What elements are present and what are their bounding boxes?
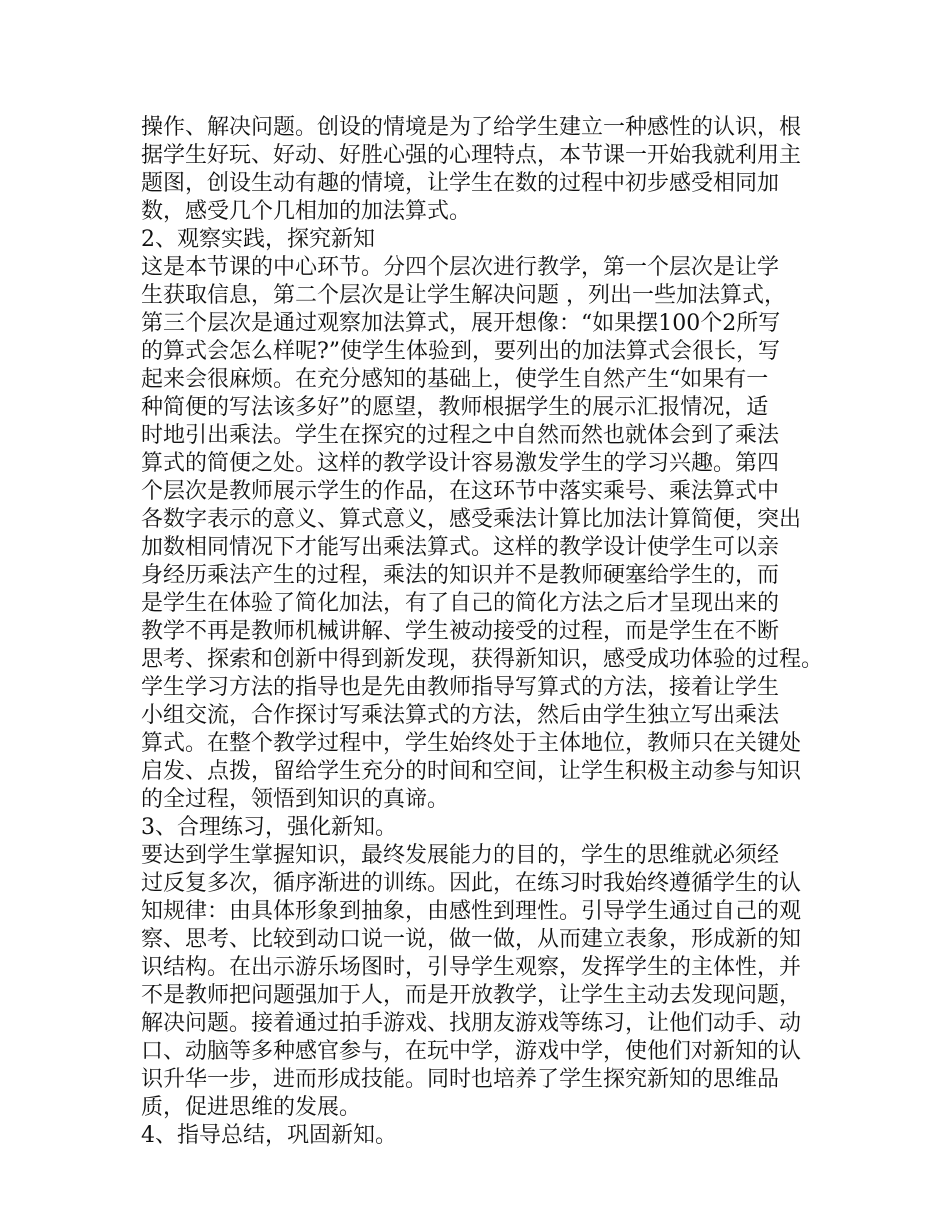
text-line: 个层次是教师展示学生的作品，在这环节中落实乘号、乘法算式中 (141, 479, 780, 504)
text-line: 第三个层次是通过观察加法算式，展开想像：“如果摆100个2所写 (141, 311, 781, 336)
text-line: 加数相同情况下才能写出乘法算式。这样的教学设计使学生可以亲 (141, 535, 780, 560)
section-heading: 3、合理练习，强化新知。 (141, 815, 397, 840)
text-line: 生获取信息，第二个层次是让学生解决问题 ，列出一些加法算式， (141, 283, 786, 308)
text-line: 质，促进思维的发展。 (141, 1095, 362, 1120)
text-line: 识升华一步，进而形成技能。同时也培养了学生探究新知的思维品 (141, 1067, 780, 1092)
section-heading: 2、观察实践，探究新知 (141, 227, 375, 252)
text-line: 启发、点拨，留给学生充分的时间和空间，让学生积极主动参与知识 (141, 759, 802, 784)
text-line: 察、思考、比较到动口说一说，做一做，从而建立表象，形成新的知 (141, 927, 802, 952)
text-line: 解决问题。接着通过拍手游戏、找朋友游戏等练习，让他们动手、动 (141, 1011, 802, 1036)
text-line: 起来会很麻烦。在充分感知的基础上，使学生自然产生“如果有一 (141, 367, 769, 392)
text-line: 时地引出乘法。学生在探究的过程之中自然而然也就体会到了乘法 (141, 423, 780, 448)
text-line: 学生学习方法的指导也是先由教师指导写算式的方法，接着让学生 (141, 675, 780, 700)
section-heading: 4、指导总结，巩固新知。 (141, 1123, 397, 1148)
text-line: 口、动脑等多种感官参与，在玩中学，游戏中学，使他们对新知的认 (141, 1039, 802, 1064)
text-line: 算式。在整个教学过程中，学生始终处于主体地位，教师只在关键处 (141, 731, 802, 756)
text-line: 题图，创设生动有趣的情境，让学生在数的过程中初步感受相同加 (141, 171, 780, 196)
text-line: 身经历乘法产生的过程，乘法的知识并不是教师硬塞给学生的，而 (141, 563, 780, 588)
text-line: 教学不再是教师机械讲解、学生被动接受的过程，而是学生在不断 (141, 619, 780, 644)
text-line: 操作、解决问题。创设的情境是为了给学生建立一种感性的认识，根 (141, 115, 802, 140)
text-line: 的全过程，领悟到知识的真谛。 (141, 787, 450, 812)
text-line: 各数字表示的意义、算式意义，感受乘法计算比加法计算简便，突出 (141, 507, 802, 532)
text-line: 过反复多次，循序渐进的训练。因此，在练习时我始终遵循学生的认 (141, 871, 802, 896)
text-line: 要达到学生掌握知识，最终发展能力的目的，学生的思维就必须经 (141, 843, 780, 868)
text-line: 知规律：由具体形象到抽象，由感性到理性。引导学生通过自己的观 (141, 899, 802, 924)
text-line: 据学生好玩、好动、好胜心强的心理特点，本节课一开始我就利用主 (141, 143, 802, 168)
text-line: 这是本节课的中心环节。分四个层次进行教学，第一个层次是让学 (141, 255, 780, 280)
text-line: 思考、探索和创新中得到新发现，获得新知识，感受成功体验的过程。 (141, 647, 824, 672)
text-line: 小组交流，合作探讨写乘法算式的方法，然后由学生独立写出乘法 (141, 703, 780, 728)
text-line: 识结构。在出示游乐场图时，引导学生观察，发挥学生的主体性，并 (141, 955, 802, 980)
text-line: 的算式会怎么样呢?”使学生体验到，要列出的加法算式会很长，写 (141, 339, 781, 364)
document-page (141, 114, 824, 1150)
text-line: 是学生在体验了简化加法，有了自己的简化方法之后才呈现出来的 (141, 591, 780, 616)
text-line: 种简便的写法该多好”的愿望，教师根据学生的展示汇报情况，适 (141, 395, 769, 420)
text-line: 算式的简便之处。这样的教学设计容易激发学生的学习兴趣。第四 (141, 451, 780, 476)
text-line: 不是教师把问题强加于人，而是开放教学，让学生主动去发现问题， (141, 983, 802, 1008)
text-line: 数，感受几个几相加的加法算式。 (141, 199, 472, 224)
